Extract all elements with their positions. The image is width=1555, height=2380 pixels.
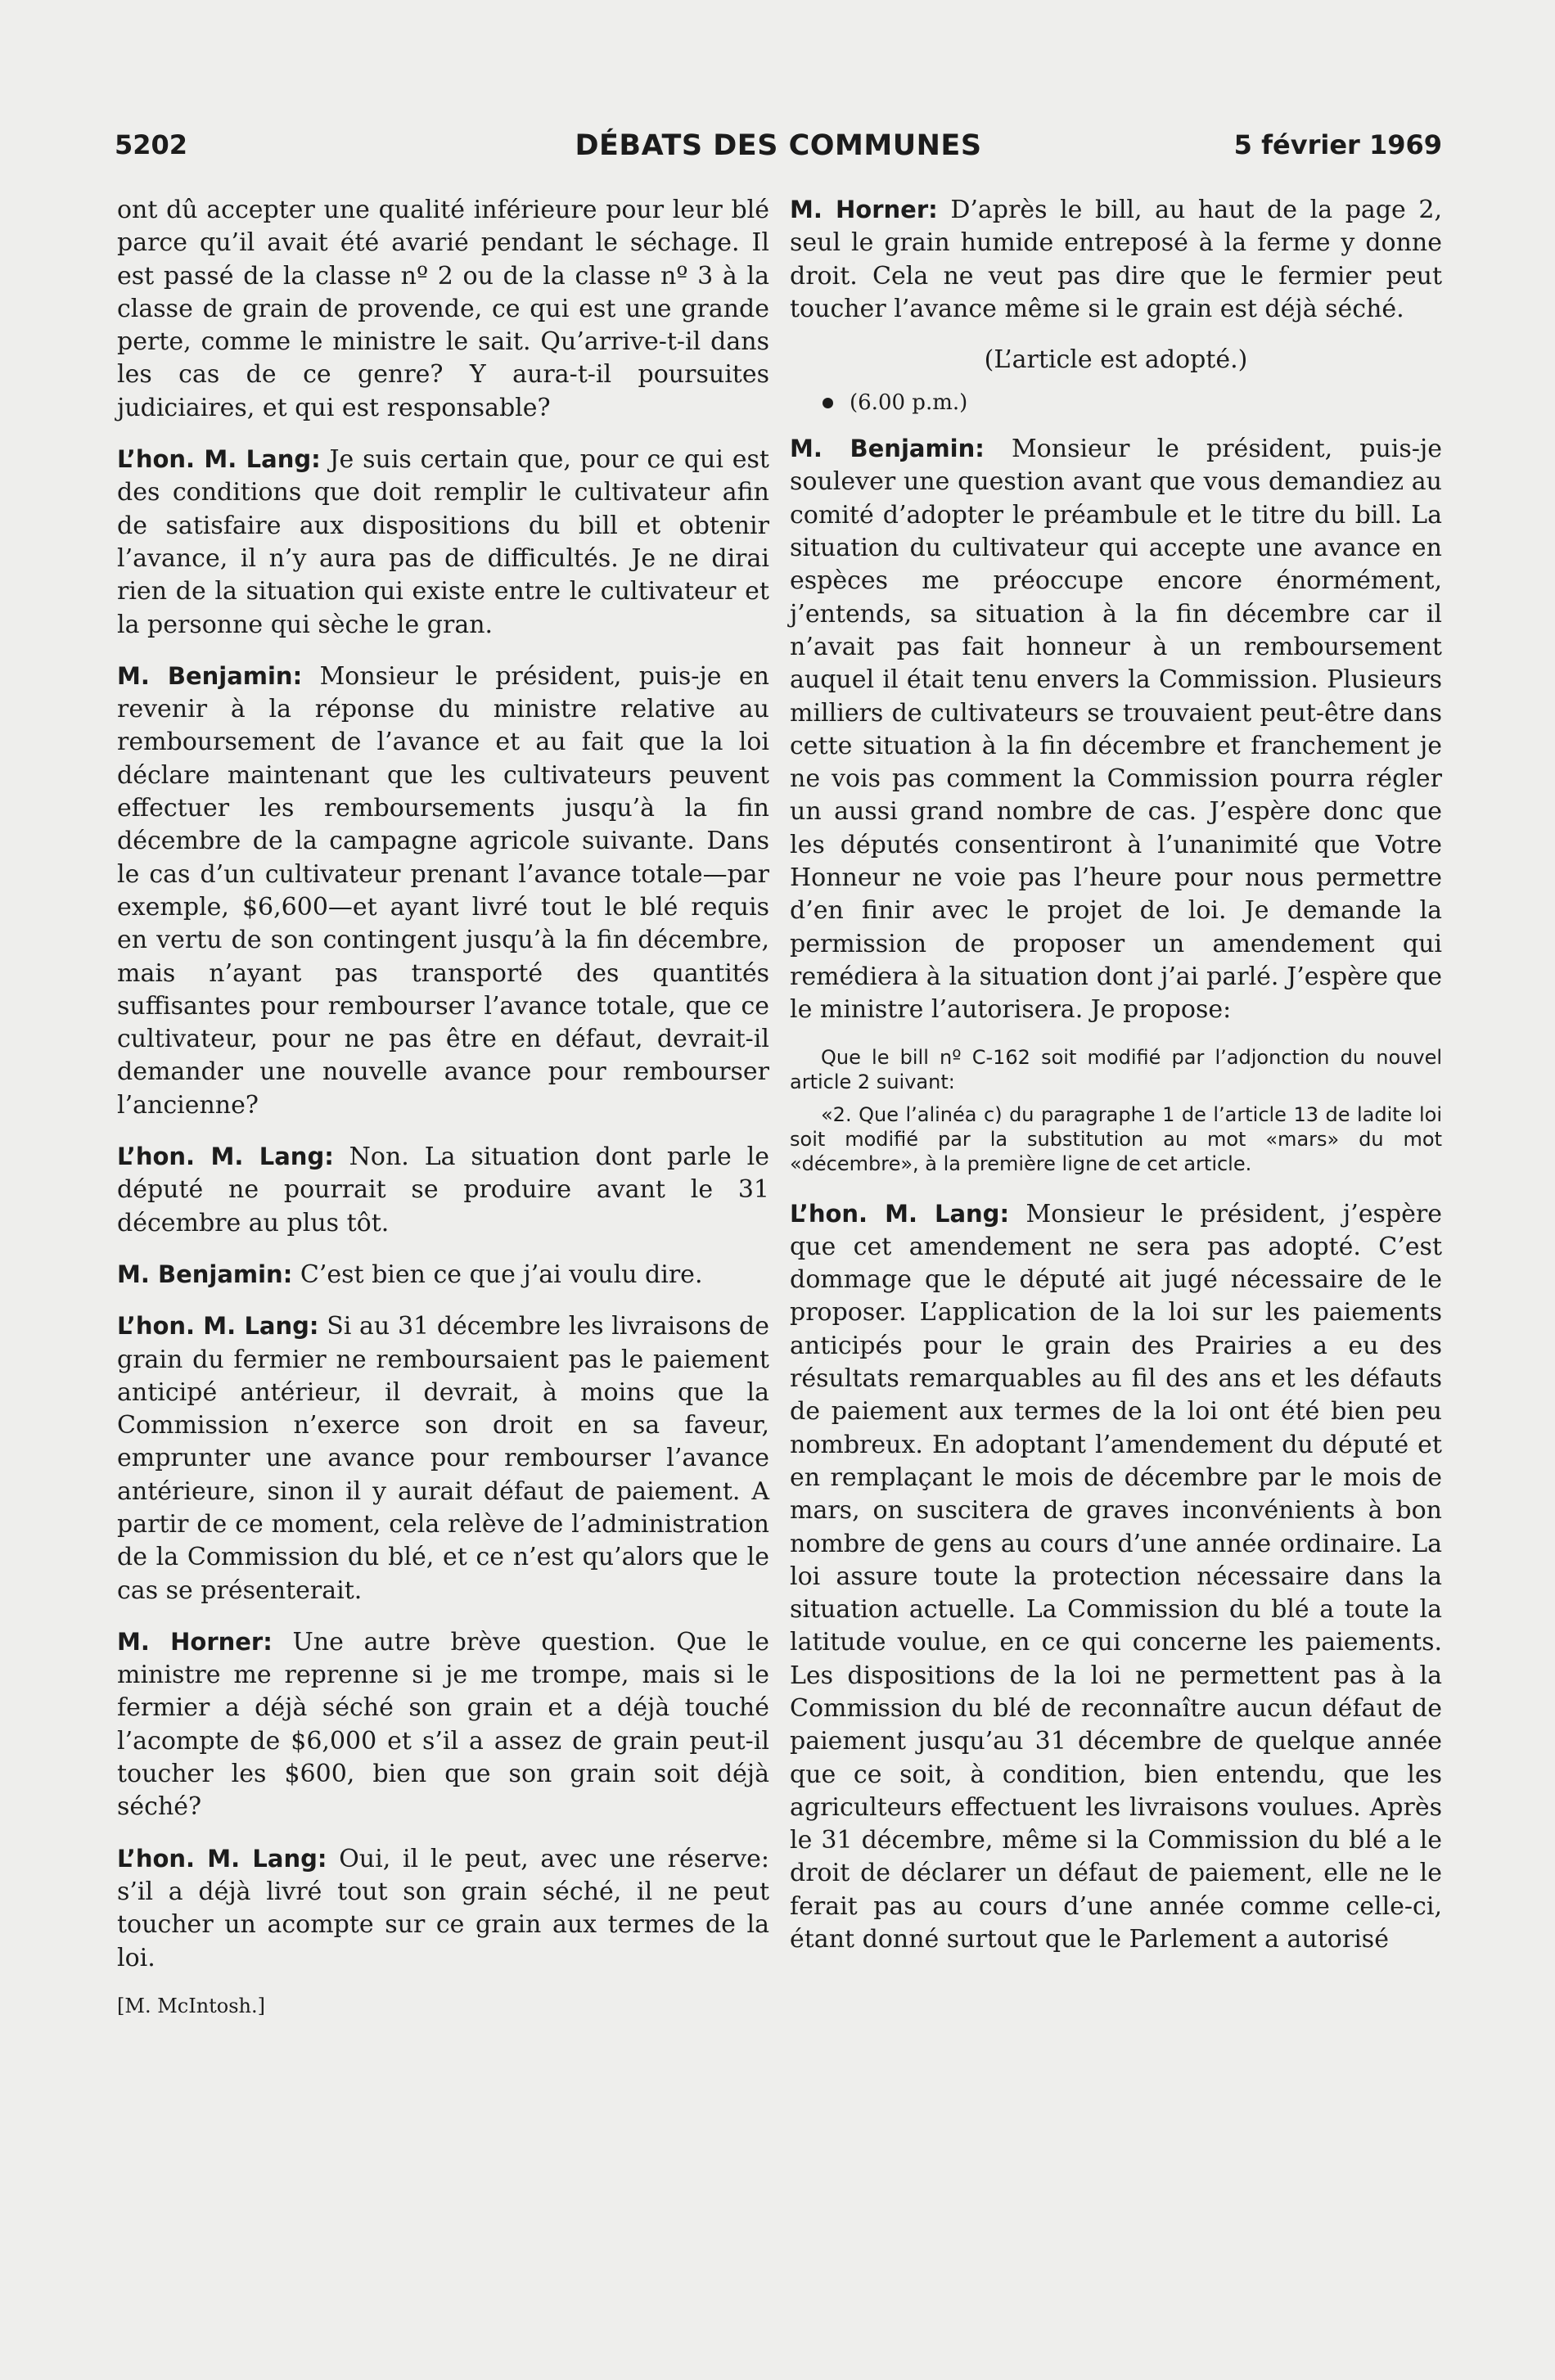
speech-text: Si au 31 décembre les livraisons de grain du fermier ne remboursaient pas le paiement anticipé antérieur, il devrait, à moins que la Commission n’exerce son droit en sa faveur, emprunter une avance pour rembourser l’avance antérieure, sinon il y aurait défaut de paiement. A partir de ce moment, cela relève de l’administration de la Commission du blé, et ce n’est qu’alors que le cas se présenterait.	[117, 1312, 769, 1605]
speech-text: Monsieur le président, j’espère que cet amendement ne sera pas adopté. C’est dommage que le député ait jugé nécessaire de le proposer. L’application de la loi sur les paiements anticipés pour le grain des Prairies a eu des résultats remarquables au fil des ans et les défauts de paiement aux termes de la loi ont été bien peu nombreux. En adoptant l’amendement du député et en remplaçant le mois de décembre par le mois de mars, on suscitera de graves inconvénients à bon nombre de gens au cours d’une année ordinaire. La loi assure toute la protection nécessaire dans la situation actuelle. La Commission du blé a toute la latitude voulue, en ce qui concerne les paiements. Les dispositions de la loi ne permettent pas à la Commission du blé de reconnaître aucun défaut de paiement jusqu’au 31 décembre de quelque année que ce soit, à condition, bien entendu, que les agriculteurs effectuent les livraisons voulues. Après le 31 décembre, même si la Commission du blé a le droit de déclarer un défaut de paiement, elle ne le ferait pas au cours d’une année comme celle-ci, étant donné surtout que le Parlement a autorisé	[790, 1199, 1442, 1954]
paragraph	[790, 432, 1442, 1026]
motion-text: Que le bill nº C-162 soit modifié par l’adjonction du nouvel article 2 suivant:	[790, 1045, 1442, 1093]
paragraph	[117, 193, 769, 425]
speaker-name: M. Horner:	[117, 1627, 273, 1656]
paragraph	[117, 1842, 769, 1975]
time-marker	[790, 388, 1442, 417]
page-number: 5202	[115, 129, 188, 160]
paragraph	[117, 1258, 769, 1291]
speech-text: C’est bien ce que j’ai voulu dire.	[300, 1260, 703, 1289]
speaker-name: L’hon. M. Lang:	[790, 1199, 1010, 1228]
speaker-name: M. Benjamin:	[117, 661, 303, 690]
paragraph	[117, 443, 769, 642]
paragraph	[117, 660, 769, 1122]
speech-text: ont dû accepter une qualité inférieure pour leur blé parce qu’il avait été avarié pendant le séchage. Il est passé de la classe nº 2 ou de la classe nº 3 à la classe de grain de provende, ce qui est une grande perte, comme le ministre le sait. Qu’arrive-t-il dans les cas de ce genre? Y aura-t-il poursuites judiciaires, et qui est responsable?	[117, 196, 769, 422]
speaker-name: L’hon. M. Lang:	[117, 1312, 319, 1341]
speaker-name: M. Benjamin:	[790, 435, 985, 463]
page-header	[115, 129, 1442, 170]
running-title: DÉBATS DES COMMUNES	[575, 129, 982, 162]
speaker-name: L’hon. M. Lang:	[117, 1844, 327, 1873]
paragraph	[117, 1625, 769, 1824]
header-date: 5 février 1969	[1233, 129, 1442, 160]
speech-text: D’après le bill, au haut de la page 2, seul le grain humide entreposé à la ferme y donne droit. Cela ne veut pas dire que le fermier peut toucher l’avance même si le grain est déjà séché.	[790, 196, 1442, 323]
paragraph	[117, 1309, 769, 1607]
speaker-name: L’hon. M. Lang:	[117, 445, 321, 474]
speaker-name: M. Benjamin:	[117, 1260, 293, 1288]
speech-text: Une autre brève question. Que le ministre me reprenne si je me trompe, mais si le fermier a déjà séché son grain et a déjà touché l’acompte de $6,000 et s’il a assez de grain peut-il toucher les $600, bien que son grain soit déjà séché?	[117, 1627, 769, 1822]
paragraph	[790, 1197, 1442, 1957]
speaker-name: L’hon. M. Lang:	[117, 1143, 334, 1171]
speech-text: Oui, il le peut, avec une réserve: s’il a déjà livré tout son grain séché, il ne peut toucher un acompte sur ce grain aux termes de la loi.	[117, 1844, 769, 1972]
speech-text: Je suis certain que, pour ce qui est des conditions que doit remplir le cultivateur afin de satisfaire aux dispositions du bill et obtenir l’avance, il n’y aura pas de difficultés. Je ne dirai rien de la situation qui existe entre le cultivateur et la personne qui sèche le gran.	[117, 445, 769, 639]
time-text: (6.00 p.m.)	[850, 390, 968, 416]
bullet-icon	[823, 398, 833, 408]
speech-text: Monsieur le président, puis-je soulever une question avant que vous demandiez au comité d’adopter le préambule et le titre du bill. La situation du cultivateur qui accepte une avance en espèces me préoccupe encore énormément, j’entends, sa situation à la fin décembre car il n’avait pas fait honneur à un remboursement auquel il était tenu envers la Commission. Plusieurs milliers de cultivateurs se trouvaient peut-être dans cette situation à la fin décembre et franchement je ne vois pas comment la Commission pourra régler un aussi grand nombre de cas. J’espère donc que les députés consentiront à l’unanimité que Votre Honneur ne voie pas l’heure pour nous permettre d’en finir avec le projet de loi. Je demande la permission de proposer un amendement qui remédiera à la situation dont j’ai parlé. J’espère que le ministre l’autorisera. Je propose:	[790, 435, 1442, 1025]
paragraph	[117, 1140, 769, 1240]
left-column	[117, 193, 769, 2019]
speaker-name: M. Horner:	[790, 196, 938, 223]
motion-text: «2. Que l’alinéa c) du paragraphe 1 de l’article 13 de ladite loi soit modifié par la substitution au mot «mars» du mot «décembre», à la première ligne de cet article.	[790, 1102, 1442, 1175]
clause-adopted: (L’article est adopté.)	[984, 345, 1248, 375]
footer-speaker-note: [M. McIntosh.]	[117, 1994, 266, 2017]
right-column	[790, 193, 1442, 1974]
speech-text: Monsieur le président, puis-je en revenir à la réponse du ministre relative au remboursement de l’avance et au fait que la loi déclare maintenant que les cultivateurs peuvent effectuer les remboursements jusqu’à la fin décembre de la campagne agricole suivante. Dans le cas d’un cultivateur prenant l’avance totale—par exemple, $6,600—et ayant livré tout le blé requis en vertu de son contingent jusqu’à la fin décembre, mais n’ayant pas transporté des quantités suffisantes pour rembourser l’avance totale, que ce cultivateur, pour ne pas être en défaut, devrait-il demander une nouvelle avance pour rembourser l’ancienne?	[117, 661, 769, 1120]
speech-text: Non. La situation dont parle le député ne pourrait se produire avant le 31 décembre au plus tôt.	[117, 1143, 769, 1237]
paragraph	[790, 193, 1442, 326]
